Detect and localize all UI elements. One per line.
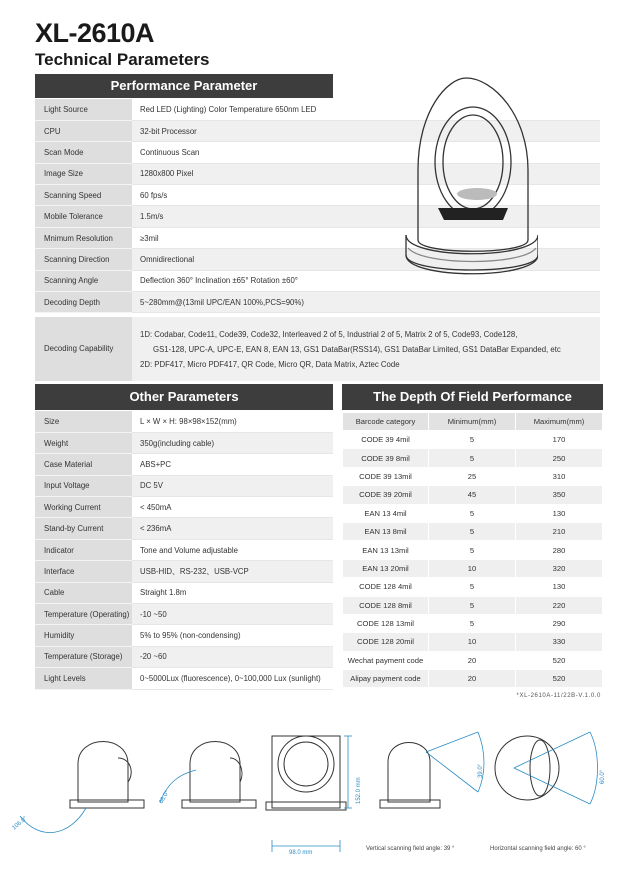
param-value: -10 ~50 <box>132 604 333 625</box>
param-row <box>35 625 333 646</box>
depth-min: 5 <box>429 596 516 614</box>
param-row <box>35 497 333 518</box>
performance-header <box>35 74 333 98</box>
param-label: Decoding Depth <box>35 292 132 313</box>
decoding-line-2d: 2D: PDF417, Micro PDF417, QR Code, Micro QR, Data Matrix, Aztec Code <box>140 360 400 369</box>
depth-category: Wechat payment code <box>343 651 429 669</box>
depth-min: 45 <box>429 486 516 504</box>
dim-angle-106: 106.0° <box>11 815 29 832</box>
param-label: Stand-by Current <box>35 518 132 539</box>
param-row <box>35 432 333 453</box>
param-label: Indicator <box>35 539 132 560</box>
param-value: USB-HID、RS-232、USB-VCP <box>132 561 333 582</box>
horizontal-angle-caption: Horizontal scanning field angle: 60 ° <box>490 846 586 852</box>
param-value: Straight 1.8m <box>132 582 333 603</box>
param-row <box>35 668 333 689</box>
depth-min: 5 <box>429 578 516 596</box>
depth-min: 5 <box>429 522 516 540</box>
depth-category: CODE 128 20mil <box>343 633 429 651</box>
depth-max: 280 <box>516 541 603 559</box>
other-table <box>35 411 333 690</box>
depth-row <box>343 467 603 485</box>
dim-vertical-angle: 39.0° <box>478 763 484 778</box>
depth-min: 5 <box>429 504 516 522</box>
depth-category: CODE 128 4mil <box>343 578 429 596</box>
param-label: Humidity <box>35 625 132 646</box>
depth-max: 210 <box>516 522 603 540</box>
depth-category: CODE 128 13mil <box>343 614 429 632</box>
scanner-product-image <box>378 70 538 300</box>
decoding-line-gs1: GS1-128, UPC-A, UPC-E, EAN 8, EAN 13, GS1 DataBar(RSS14), GS1 DataBar Limited, GS1 DataBar Expanded, etc <box>153 345 561 354</box>
depth-row <box>343 614 603 632</box>
depth-row <box>343 504 603 522</box>
depth-category: EAN 13 8mil <box>343 522 429 540</box>
param-label: Case Material <box>35 454 132 475</box>
param-value: 1280x800 Pixel <box>132 163 600 184</box>
depth-max: 320 <box>516 559 603 577</box>
param-label: Image Size <box>35 163 132 184</box>
param-value: ABS+PC <box>132 454 333 475</box>
depth-min: 10 <box>429 559 516 577</box>
param-row <box>35 604 333 625</box>
param-label: Temperature (Operating) <box>35 604 132 625</box>
depth-row <box>343 578 603 596</box>
depth-min: 5 <box>429 431 516 449</box>
param-value: 1.5m/s <box>132 206 600 227</box>
dim-horizontal-angle: 60.0° <box>600 769 606 784</box>
param-label: Mobile Tolerance <box>35 206 132 227</box>
param-label: Scan Mode <box>35 142 132 163</box>
model-title: XL-2610A <box>35 18 155 48</box>
depth-min: 10 <box>429 633 516 651</box>
param-value: 32-bit Processor <box>132 120 600 141</box>
depth-min: 5 <box>429 541 516 559</box>
param-row <box>35 475 333 496</box>
depth-min: 5 <box>429 614 516 632</box>
decoding-values <box>132 317 600 381</box>
depth-row <box>343 596 603 614</box>
param-value: 60 fps/s <box>132 185 600 206</box>
param-value: Continuous Scan <box>132 142 600 163</box>
param-label: Scanning Speed <box>35 185 132 206</box>
depth-row <box>343 651 603 669</box>
other-title: Other Parameters <box>129 389 239 404</box>
param-value: DC 5V <box>132 475 333 496</box>
param-row <box>35 518 333 539</box>
depth-row <box>343 431 603 449</box>
depth-category: CODE 39 4mil <box>343 431 429 449</box>
param-value: Red LED (Lighting) Color Temperature 650nm LED <box>132 99 600 120</box>
depth-table <box>342 412 603 688</box>
param-value: 350g(including cable) <box>132 432 333 453</box>
param-value: ≥3mil <box>132 227 600 248</box>
depth-col-category: Barcode category <box>343 413 429 431</box>
param-label: Temperature (Storage) <box>35 646 132 667</box>
depth-min: 20 <box>429 670 516 688</box>
depth-category: CODE 39 20mil <box>343 486 429 504</box>
param-value: 5% to 95% (non-condensing) <box>132 625 333 646</box>
depth-row <box>343 670 603 688</box>
depth-category: EAN 13 4mil <box>343 504 429 522</box>
decoding-label: Decoding Capability <box>35 317 132 381</box>
page-subtitle: Technical Parameters <box>35 50 210 69</box>
dim-angle-68: 68.0° <box>158 789 171 805</box>
depth-category: CODE 39 13mil <box>343 467 429 485</box>
param-row <box>35 582 333 603</box>
param-label: Weight <box>35 432 132 453</box>
version-footnote: *XL-2610A-11/22B-V.1.0.0 <box>516 693 601 699</box>
other-header <box>35 384 333 410</box>
dim-width: 98.0 mm <box>289 850 313 856</box>
depth-min: 25 <box>429 467 516 485</box>
param-label: Interface <box>35 561 132 582</box>
depth-min: 5 <box>429 449 516 467</box>
depth-max: 330 <box>516 633 603 651</box>
depth-min: 20 <box>429 651 516 669</box>
depth-max: 310 <box>516 467 603 485</box>
depth-max: 290 <box>516 614 603 632</box>
param-label: Input Voltage <box>35 475 132 496</box>
performance-title: Performance Parameter <box>110 78 258 93</box>
param-value: 5~280mm@(13mil UPC/EAN 100%,PCS=90%) <box>132 292 600 313</box>
depth-max: 220 <box>516 596 603 614</box>
param-value: < 236mA <box>132 518 333 539</box>
param-row <box>35 454 333 475</box>
param-label: Mnimum Resolution <box>35 227 132 248</box>
param-row <box>35 646 333 667</box>
decoding-row <box>35 317 600 381</box>
depth-col-max: Maximum(mm) <box>516 413 603 431</box>
param-value: Omnidirectional <box>132 249 600 270</box>
param-row <box>35 411 333 432</box>
param-value: < 450mA <box>132 497 333 518</box>
depth-category: EAN 13 20mil <box>343 559 429 577</box>
depth-max: 170 <box>516 431 603 449</box>
depth-category: CODE 128 8mil <box>343 596 429 614</box>
depth-row <box>343 633 603 651</box>
param-label: Light Levels <box>35 668 132 689</box>
depth-header <box>342 384 603 410</box>
depth-row <box>343 541 603 559</box>
depth-max: 250 <box>516 449 603 467</box>
param-label: CPU <box>35 120 132 141</box>
depth-max: 130 <box>516 504 603 522</box>
depth-max: 520 <box>516 651 603 669</box>
depth-row <box>343 522 603 540</box>
param-label: Size <box>35 411 132 432</box>
depth-category: Alipay payment code <box>343 670 429 688</box>
dim-height: 152.0 mm <box>356 777 362 804</box>
param-value: Deflection 360° Inclination ±65° Rotation ±60° <box>132 270 600 291</box>
decoding-line-1d: 1D: Codabar, Code11, Code39, Code32, Interleaved 2 of 5, Industrial 2 of 5, Matrix 2 of 5, Code93, Code128, <box>140 330 518 339</box>
param-label: Scanning Angle <box>35 270 132 291</box>
depth-max: 350 <box>516 486 603 504</box>
param-value: Tone and Volume adjustable <box>132 539 333 560</box>
param-value: 0~5000Lux (fluorescence), 0~100,000 Lux (sunlight) <box>132 668 333 689</box>
param-label: Light Source <box>35 99 132 120</box>
param-row <box>35 561 333 582</box>
depth-row <box>343 486 603 504</box>
param-label: Working Current <box>35 497 132 518</box>
depth-row <box>343 449 603 467</box>
depth-max: 130 <box>516 578 603 596</box>
depth-max: 520 <box>516 670 603 688</box>
vertical-angle-caption: Vertical scanning field angle: 39 ° <box>366 846 455 852</box>
param-label: Cable <box>35 582 132 603</box>
depth-category: CODE 39 8mil <box>343 449 429 467</box>
param-label: Scanning Direction <box>35 249 132 270</box>
depth-col-min: Minimum(mm) <box>429 413 516 431</box>
param-row <box>35 539 333 560</box>
depth-title: The Depth Of Field Performance <box>373 389 572 404</box>
depth-row <box>343 559 603 577</box>
depth-category: EAN 13 13mil <box>343 541 429 559</box>
param-value: L × W × H: 98×98×152(mm) <box>132 411 333 432</box>
param-value: -20 ~60 <box>132 646 333 667</box>
